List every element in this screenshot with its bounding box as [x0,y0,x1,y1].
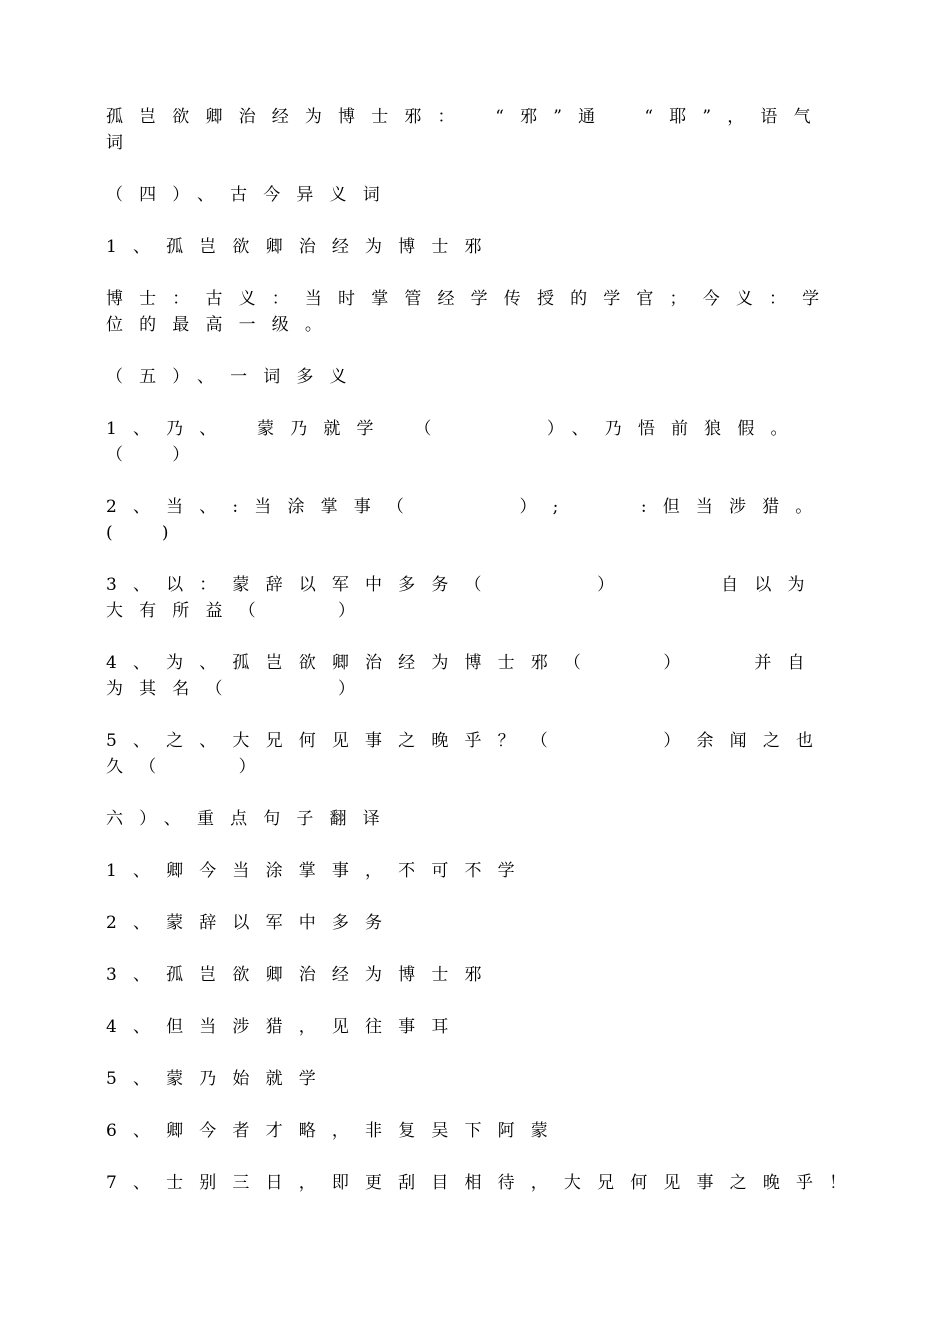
list-item: 5、之、大兄何见事之晚乎？（ ）余闻之也久（ ） [106,731,830,777]
list-item: 2、当、:当涂掌事（ ）; :但当涉猎。( ) [106,497,829,543]
list-item: 5、蒙乃始就学 [106,1069,332,1089]
definition-boshi: 博士：古义：当时掌管经学传授的学官；今义：学位的最高一级。 [106,289,836,335]
list-item: 1、乃、 蒙乃就学 （ ）、乃悟前狼假。（ ） [106,419,804,465]
list-item: 4、为、孤岂欲卿治经为博士邪（ ） 并自为其名（ ） [106,653,821,699]
list-item: 4、但当涉猎，见往事耳 [106,1017,465,1037]
section-heading-yici-duoyi: （五）、一词多义 [106,367,363,387]
list-item: 3、以：蒙辞以军中多务（ ） 自以为大有所益（ ） [106,575,821,621]
section-heading-translation: 六）、重点句子翻译 [106,809,396,829]
list-item: 3、孤岂欲卿治经为博士邪 [106,965,498,985]
list-item: 6、卿今者才略，非复吴下阿蒙 [106,1121,564,1141]
list-item: 7、士别三日，即更刮目相待，大兄何见事之晚乎！ [106,1173,863,1193]
section-heading-gujin-yiyi: （四）、古今异义词 [106,185,396,205]
list-item: 1、孤岂欲卿治经为博士邪 [106,237,498,257]
list-item: 2、蒙辞以军中多务 [106,913,399,933]
note-yexie-tongjia: 孤岂欲卿治经为博士邪： “邪”通 “耶”，语气词 [106,107,827,153]
list-item: 1、卿今当涂掌事，不可不学 [106,861,531,881]
